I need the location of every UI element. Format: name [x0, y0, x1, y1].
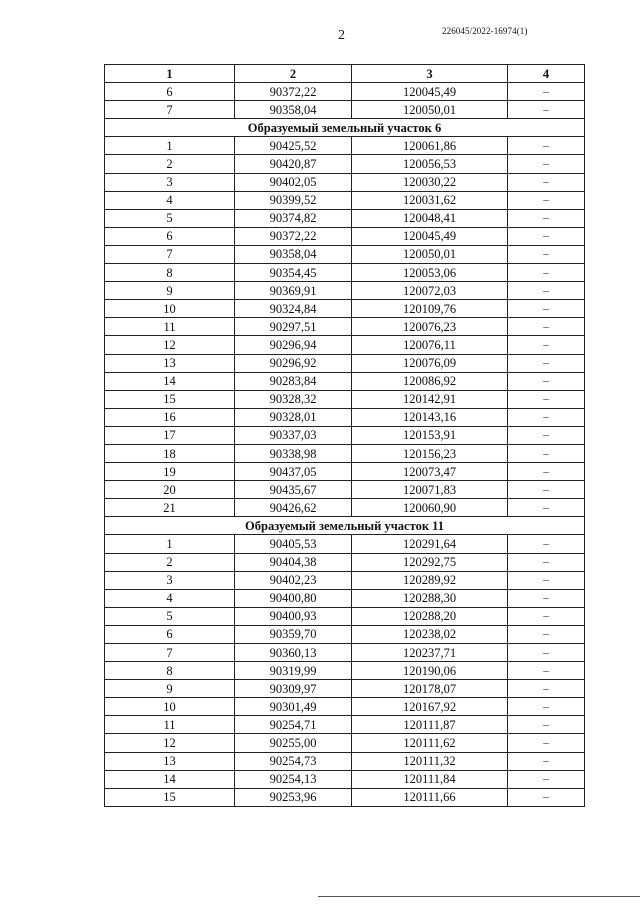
page-number: 2 [338, 28, 345, 43]
point-number: 7 [105, 644, 235, 662]
table-row [105, 553, 585, 571]
note: – [508, 662, 585, 680]
note: – [508, 191, 585, 209]
coordinate-y: 120167,92 [352, 698, 508, 716]
coordinate-y: 120288,30 [352, 589, 508, 607]
coordinate-y: 120178,07 [352, 680, 508, 698]
note: – [508, 426, 585, 444]
note: – [508, 137, 585, 155]
point-number: 4 [105, 589, 235, 607]
table-row [105, 571, 585, 589]
note: – [508, 481, 585, 499]
point-number: 16 [105, 408, 235, 426]
table-row [105, 752, 585, 770]
coordinate-x: 90402,23 [235, 571, 352, 589]
coordinate-y: 120071,83 [352, 481, 508, 499]
note: – [508, 101, 585, 119]
coordinate-x: 90328,32 [235, 390, 352, 408]
table-row [105, 354, 585, 372]
coordinate-x: 90400,80 [235, 589, 352, 607]
coordinate-x: 90324,84 [235, 300, 352, 318]
coordinate-x: 90425,52 [235, 137, 352, 155]
table-row [105, 644, 585, 662]
coordinate-y: 120076,11 [352, 336, 508, 354]
point-number: 13 [105, 354, 235, 372]
note: – [508, 245, 585, 263]
point-number: 9 [105, 680, 235, 698]
table-row [105, 734, 585, 752]
table-row [105, 444, 585, 462]
bottom-rule [318, 896, 640, 897]
coordinate-x: 90402,05 [235, 173, 352, 191]
coordinate-x: 90358,04 [235, 245, 352, 263]
point-number: 7 [105, 101, 235, 119]
note: – [508, 264, 585, 282]
point-number: 11 [105, 318, 235, 336]
point-number: 1 [105, 535, 235, 553]
coordinate-y: 120289,92 [352, 571, 508, 589]
point-number: 6 [105, 227, 235, 245]
coordinate-y: 120073,47 [352, 463, 508, 481]
coordinate-y: 120292,75 [352, 553, 508, 571]
coordinate-x: 90360,13 [235, 644, 352, 662]
table-row [105, 101, 585, 119]
coordinate-x: 90319,99 [235, 662, 352, 680]
coordinate-x: 90254,73 [235, 752, 352, 770]
coordinate-x: 90255,00 [235, 734, 352, 752]
coordinate-x: 90296,94 [235, 336, 352, 354]
table-row [105, 535, 585, 553]
column-header-1: 1 [105, 65, 235, 83]
note: – [508, 354, 585, 372]
column-header-3: 3 [352, 65, 508, 83]
point-number: 6 [105, 625, 235, 643]
section-row [105, 517, 585, 535]
coordinate-x: 90426,62 [235, 499, 352, 517]
note: – [508, 282, 585, 300]
column-header-4: 4 [508, 65, 585, 83]
section-row [105, 119, 585, 137]
point-number: 13 [105, 752, 235, 770]
coordinate-y: 120142,91 [352, 390, 508, 408]
table-row [105, 770, 585, 788]
coordinate-x: 90372,22 [235, 227, 352, 245]
point-number: 18 [105, 444, 235, 462]
coordinate-y: 120076,09 [352, 354, 508, 372]
table-row [105, 209, 585, 227]
note: – [508, 372, 585, 390]
table-row [105, 481, 585, 499]
note: – [508, 155, 585, 173]
note: – [508, 553, 585, 571]
note: – [508, 300, 585, 318]
coordinate-y: 120076,23 [352, 318, 508, 336]
table-row [105, 607, 585, 625]
coordinate-x: 90337,03 [235, 426, 352, 444]
coordinate-x: 90404,38 [235, 553, 352, 571]
point-number: 10 [105, 698, 235, 716]
coordinate-y: 120143,16 [352, 408, 508, 426]
document-id: 226045/2022-16974(1) [442, 26, 528, 36]
column-header-2: 2 [235, 65, 352, 83]
note: – [508, 227, 585, 245]
note: – [508, 644, 585, 662]
table-row [105, 245, 585, 263]
table-row [105, 716, 585, 734]
table-row [105, 155, 585, 173]
coordinate-x: 90354,45 [235, 264, 352, 282]
table-row [105, 788, 585, 806]
coordinate-y: 120050,01 [352, 245, 508, 263]
coordinate-y: 120056,53 [352, 155, 508, 173]
table-row [105, 264, 585, 282]
coordinate-x: 90254,13 [235, 770, 352, 788]
note: – [508, 607, 585, 625]
coordinate-x: 90297,51 [235, 318, 352, 336]
coordinate-x: 90437,05 [235, 463, 352, 481]
coordinate-y: 120111,62 [352, 734, 508, 752]
point-number: 20 [105, 481, 235, 499]
table-row [105, 137, 585, 155]
coordinate-x: 90374,82 [235, 209, 352, 227]
coordinate-x: 90296,92 [235, 354, 352, 372]
note: – [508, 173, 585, 191]
note: – [508, 209, 585, 227]
note: – [508, 770, 585, 788]
table-row [105, 390, 585, 408]
table-row [105, 698, 585, 716]
note: – [508, 535, 585, 553]
note: – [508, 734, 585, 752]
coordinate-x: 90253,96 [235, 788, 352, 806]
coordinate-x: 90400,93 [235, 607, 352, 625]
point-number: 8 [105, 662, 235, 680]
coordinate-y: 120053,06 [352, 264, 508, 282]
coordinate-y: 120291,64 [352, 535, 508, 553]
coordinate-y: 120045,49 [352, 83, 508, 101]
point-number: 10 [105, 300, 235, 318]
coordinate-y: 120156,23 [352, 444, 508, 462]
table-row [105, 372, 585, 390]
coordinate-x: 90420,87 [235, 155, 352, 173]
coordinate-y: 120288,20 [352, 607, 508, 625]
note: – [508, 788, 585, 806]
point-number: 11 [105, 716, 235, 734]
point-number: 14 [105, 372, 235, 390]
table-header [105, 65, 585, 83]
table-row [105, 191, 585, 209]
point-number: 2 [105, 553, 235, 571]
coordinate-y: 120050,01 [352, 101, 508, 119]
point-number: 17 [105, 426, 235, 444]
table-row [105, 680, 585, 698]
coordinate-y: 120190,06 [352, 662, 508, 680]
point-number: 12 [105, 336, 235, 354]
table-row [105, 408, 585, 426]
coordinates-table [104, 64, 585, 807]
note: – [508, 408, 585, 426]
point-number: 5 [105, 607, 235, 625]
coordinate-y: 120030,22 [352, 173, 508, 191]
table-row [105, 282, 585, 300]
coordinate-x: 90358,04 [235, 101, 352, 119]
note: – [508, 698, 585, 716]
coordinate-x: 90372,22 [235, 83, 352, 101]
coordinate-y: 120048,41 [352, 209, 508, 227]
note: – [508, 625, 585, 643]
table-row [105, 227, 585, 245]
coordinate-y: 120111,66 [352, 788, 508, 806]
point-number: 2 [105, 155, 235, 173]
note: – [508, 318, 585, 336]
point-number: 8 [105, 264, 235, 282]
table-row [105, 318, 585, 336]
table-row [105, 173, 585, 191]
point-number: 5 [105, 209, 235, 227]
coordinate-x: 90328,01 [235, 408, 352, 426]
coordinate-x: 90338,98 [235, 444, 352, 462]
point-number: 3 [105, 571, 235, 589]
table-row [105, 625, 585, 643]
point-number: 15 [105, 390, 235, 408]
coordinate-y: 120060,90 [352, 499, 508, 517]
note: – [508, 752, 585, 770]
table-row [105, 300, 585, 318]
note: – [508, 499, 585, 517]
coordinate-x: 90309,97 [235, 680, 352, 698]
coordinate-y: 120238,02 [352, 625, 508, 643]
coordinate-x: 90359,70 [235, 625, 352, 643]
table-row [105, 83, 585, 101]
table-row [105, 589, 585, 607]
coordinate-y: 120031,62 [352, 191, 508, 209]
coordinate-y: 120109,76 [352, 300, 508, 318]
point-number: 3 [105, 173, 235, 191]
note: – [508, 463, 585, 481]
point-number: 4 [105, 191, 235, 209]
point-number: 1 [105, 137, 235, 155]
note: – [508, 680, 585, 698]
coordinate-y: 120153,91 [352, 426, 508, 444]
section-title: Образуемый земельный участок 11 [105, 517, 585, 535]
coordinate-y: 120072,03 [352, 282, 508, 300]
table-row [105, 463, 585, 481]
section-title: Образуемый земельный участок 6 [105, 119, 585, 137]
coordinate-x: 90435,67 [235, 481, 352, 499]
note: – [508, 716, 585, 734]
coordinate-y: 120111,84 [352, 770, 508, 788]
table-row [105, 499, 585, 517]
coordinate-y: 120045,49 [352, 227, 508, 245]
coordinate-y: 120111,87 [352, 716, 508, 734]
table-row [105, 662, 585, 680]
point-number: 7 [105, 245, 235, 263]
coordinate-y: 120237,71 [352, 644, 508, 662]
point-number: 21 [105, 499, 235, 517]
coordinate-x: 90369,91 [235, 282, 352, 300]
table-row [105, 426, 585, 444]
point-number: 6 [105, 83, 235, 101]
table-row [105, 336, 585, 354]
coordinate-y: 120111,32 [352, 752, 508, 770]
note: – [508, 83, 585, 101]
note: – [508, 336, 585, 354]
coordinate-x: 90399,52 [235, 191, 352, 209]
header-row [105, 65, 585, 83]
table-body [105, 83, 585, 807]
point-number: 14 [105, 770, 235, 788]
coordinate-y: 120061,86 [352, 137, 508, 155]
note: – [508, 444, 585, 462]
coordinate-x: 90405,53 [235, 535, 352, 553]
point-number: 19 [105, 463, 235, 481]
coordinate-y: 120086,92 [352, 372, 508, 390]
note: – [508, 589, 585, 607]
note: – [508, 390, 585, 408]
point-number: 15 [105, 788, 235, 806]
coordinate-x: 90254,71 [235, 716, 352, 734]
note: – [508, 571, 585, 589]
coordinate-x: 90301,49 [235, 698, 352, 716]
point-number: 12 [105, 734, 235, 752]
point-number: 9 [105, 282, 235, 300]
coordinate-x: 90283,84 [235, 372, 352, 390]
